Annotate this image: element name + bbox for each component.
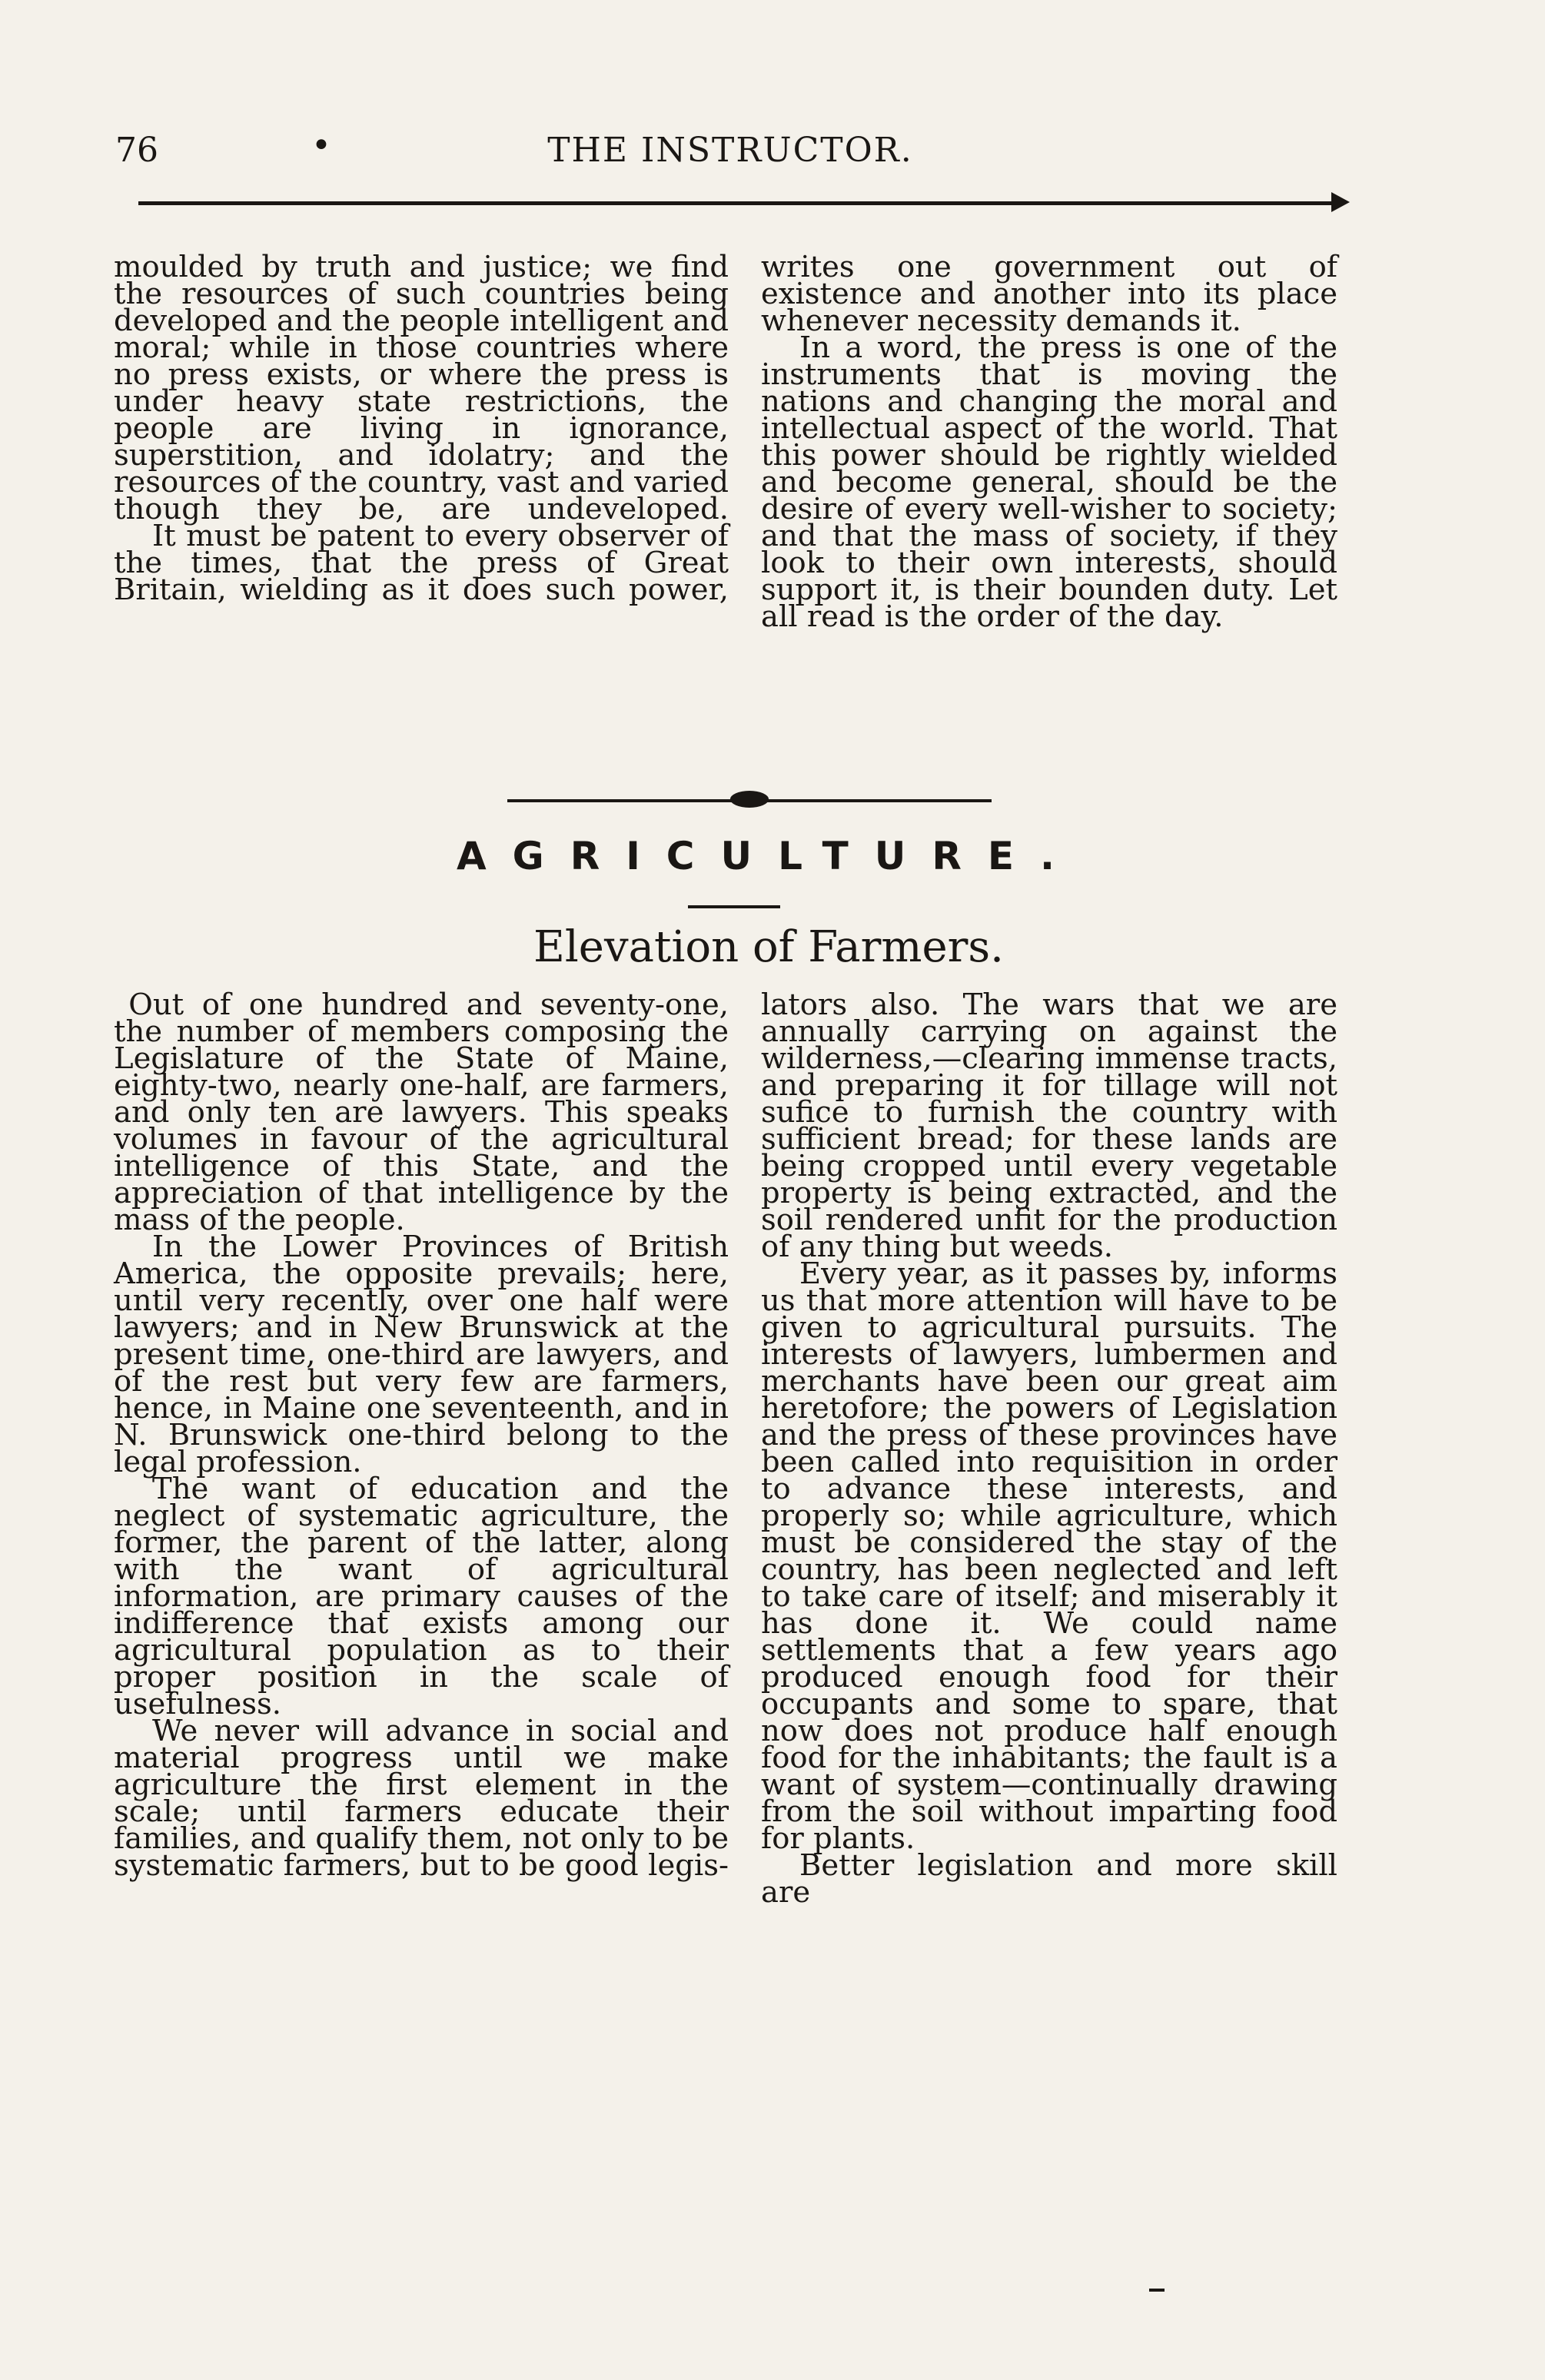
title-rule xyxy=(688,905,780,908)
article-column-right xyxy=(761,988,1337,1910)
article-column-left xyxy=(114,988,729,1883)
divider-ornament xyxy=(730,791,769,808)
journal-title: THE INSTRUCTOR. xyxy=(547,131,913,170)
paragraph: In a word, the press is one of the instruments that is moving the nations and changing the moral and intellectual aspect of the world. That this power should be rightly wielded and become general, should be the desire of every well-wisher to society; and that the mass of society, if they look to their own interests, should support it, is their bounden duty. Let all read is the order of the day. xyxy=(761,330,1337,634)
previous-article-column-left xyxy=(114,250,729,607)
paragraph: Every year, as it passes by, informs us that more attention will have to be given to agricultural pursuits. The interests of lawyers, lumbermen and merchants have been our great aim heretofore; the powers of Legislation and the press of these provinces have been called into requisition in order to advance these interests, and properly so; while agriculture, which must be considered the stay of the country, has been neglected and left to take care of itself; and miserably it has done it. We could name settlements that a few years ago produced enough food for their occupants and some to spare, that now does not produce half enough food for the inhabitants; the fault is a want of system—continually drawing from the soil without imparting food for plants. xyxy=(761,1256,1337,1856)
article-title: Elevation of Farmers. xyxy=(533,922,1004,972)
header-rule xyxy=(138,201,1337,205)
page-number: 76 xyxy=(115,131,158,170)
previous-article-column-right xyxy=(761,250,1337,634)
paragraph: The want of education and the neglect of systematic agriculture, the former, the parent of the latter, along with the want of agricultural information, are primary causes of the indifference that exists among our agricultural population as to their proper position in the scale of usefulness. xyxy=(114,1472,729,1721)
section-title: AGRICULTURE. xyxy=(456,834,1082,878)
running-head xyxy=(115,126,1345,177)
paragraph: We never will advance in social and material progress until we make agriculture the first element in the scale; until farmers educate their families, and qualify them, not only to be systematic farmers, but to be good legis- xyxy=(114,1714,729,1883)
paragraph: Out of one hundred and seventy-one, the number of members composing the Legislature of the State of Maine, eighty-two, nearly one-half, are farmers, and only ten are lawyers. This speaks volumes in favour of the agricultural intelligence of this State, and the appreciation of that intelligence by the mass of the people. xyxy=(114,988,729,1237)
paragraph: lators also. The wars that we are annually carrying on against the wilderness,—clearing immense tracts, and preparing it for tillage will not sufice to furnish the country with sufficient bread; for these lands are being cropped until every vegetable property is being extracted, and the soil rendered unfit for the production of any thing but weeds. xyxy=(761,988,1337,1264)
paragraph: moulded by truth and justice; we find the resources of such countries being developed and the people intelligent and moral; while in those countries where no press exists, or where the press is under heavy state restrictions, the people are living in ignorance, superstition, and idolatry; and the resources of the country, vast and varied though they be, are undeveloped. xyxy=(114,250,729,526)
header-rule-arrowhead xyxy=(1331,192,1350,212)
paragraph: In the Lower Provinces of British America, the opposite prevails; here, until very recently, over one half were lawyers; and in New Brunswick at the present time, one-third are lawyers, and of the rest but very few are farmers, hence, in Maine one seventeenth, and in N. Brunswick one-third belong to the legal profession. xyxy=(114,1230,729,1479)
paragraph: writes one government out of existence and another into its place whenever necessity demands it. xyxy=(761,250,1337,338)
header-bullet: • xyxy=(311,126,331,165)
paragraph: Better legislation and more skill are xyxy=(761,1848,1337,1910)
printer-mark xyxy=(1149,2289,1165,2292)
paragraph: It must be patent to every observer of the times, that the press of Great Britain, wielding as it does such power, xyxy=(114,519,729,607)
